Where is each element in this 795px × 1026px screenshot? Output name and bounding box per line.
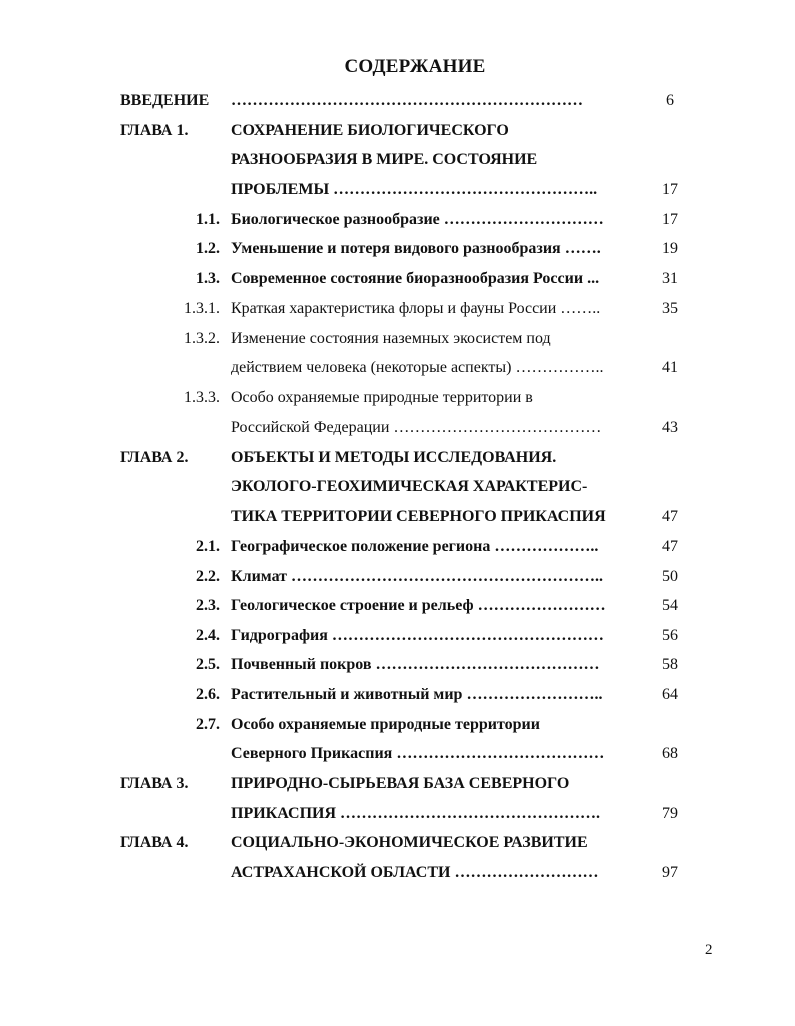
toc-entry-text: Геологическое строение и рельеф ……………………: [231, 597, 606, 614]
toc-entry-chapter-4: [0, 830, 795, 856]
toc-entry-text: ОБЪЕКТЫ И МЕТОДЫ ИССЛЕДОВАНИЯ.: [231, 449, 557, 466]
toc-entry-label: 2.7.: [196, 716, 220, 733]
toc-page-number: 54: [662, 597, 678, 614]
toc-entry-label: ВВЕДЕНИЕ: [120, 92, 210, 109]
toc-entry-text: Изменение состояния наземных экосистем под: [231, 330, 551, 347]
toc-entry-1-3-2: [0, 326, 795, 352]
toc-entry-text: Краткая характеристика флоры и фауны России ……..: [231, 300, 601, 317]
toc-entry-label: ГЛАВА 3.: [120, 775, 189, 792]
toc-entry-chapter-3-cont: [0, 801, 795, 827]
toc-page-number: 17: [662, 181, 678, 198]
toc-entry-1-2: [0, 236, 795, 262]
page-number: 2: [705, 942, 713, 958]
toc-entry-text: Особо охраняемые природные территории в: [231, 389, 533, 406]
toc-entry-label: 1.2.: [196, 240, 220, 257]
toc-page-number: 79: [662, 805, 678, 822]
toc-entry-label: 2.1.: [196, 538, 220, 555]
toc-entry-text: …………………………………………………………: [231, 92, 583, 109]
toc-entry-text: Климат …………………………………………………..: [231, 568, 604, 585]
toc-page-number: 47: [662, 538, 678, 555]
toc-page-number: 35: [662, 300, 678, 317]
toc-entry-text: Современное состояние биоразнообразия России ...: [231, 270, 600, 287]
toc-entry-label: 1.1.: [196, 211, 220, 228]
toc-entry-text: РАЗНООБРАЗИЯ В МИРЕ. СОСТОЯНИЕ: [231, 151, 538, 168]
toc-entry-1-3: [0, 266, 795, 292]
toc-entry-2-7-cont: [0, 741, 795, 767]
toc-entry-2-2: [0, 564, 795, 590]
toc-entry-text: ПРОБЛЕМЫ …………………………………………..: [231, 181, 598, 198]
toc-entry-label: ГЛАВА 4.: [120, 834, 189, 851]
toc-entry-1-1: [0, 207, 795, 233]
toc-entry-chapter-1: [0, 118, 795, 144]
toc-entry-2-4: [0, 623, 795, 649]
toc-entry-text: Растительный и животный мир ……………………..: [231, 686, 603, 703]
page-title: СОДЕРЖАНИЕ: [344, 56, 486, 77]
toc-entry-2-7: [0, 712, 795, 738]
toc-entry-text: СОХРАНЕНИЕ БИОЛОГИЧЕСКОГО: [231, 122, 509, 139]
toc-entry-2-6: [0, 682, 795, 708]
toc-page-number: 17: [662, 211, 678, 228]
toc-entry-label: ГЛАВА 1.: [120, 122, 189, 139]
toc-entry-text: СОЦИАЛЬНО-ЭКОНОМИЧЕСКОЕ РАЗВИТИЕ: [231, 834, 588, 851]
toc-entry-text: Российской Федерации …………………………………: [231, 419, 602, 436]
toc-page-number: 56: [662, 627, 678, 644]
toc-page-number: 58: [662, 656, 678, 673]
toc-entry-label: 2.4.: [196, 627, 220, 644]
toc-entry-text: ТИКА ТЕРРИТОРИИ СЕВЕРНОГО ПРИКАСПИЯ: [231, 508, 606, 525]
toc-entry-text: Географическое положение региона ………………..: [231, 538, 599, 555]
toc-entry-text: ПРИКАСПИЯ ………………………………………….: [231, 805, 601, 822]
toc-entry-2-3: [0, 593, 795, 619]
toc-entry-chapter-4-cont: [0, 860, 795, 886]
toc-page-number: 6: [666, 92, 674, 109]
toc-entry-label: ГЛАВА 2.: [120, 449, 189, 466]
toc-entry-label: 2.5.: [196, 656, 220, 673]
toc-entry-label: 2.3.: [196, 597, 220, 614]
toc-entry-chapter-2-cont: [0, 474, 795, 500]
toc-entry-1-3-3-cont: [0, 415, 795, 441]
toc-entry-1-3-1: [0, 296, 795, 322]
toc-entry-chapter-2: [0, 445, 795, 471]
toc-entry-text: АСТРАХАНСКОЙ ОБЛАСТИ ………………………: [231, 864, 599, 881]
toc-entry-text: Особо охраняемые природные территории: [231, 716, 540, 733]
toc-entry-text: Почвенный покров ……………………………………: [231, 656, 600, 673]
toc-entry-chapter-3: [0, 771, 795, 797]
toc-entry-label: 2.6.: [196, 686, 220, 703]
toc-entry-label: 2.2.: [196, 568, 220, 585]
toc-entry-chapter-1-cont: [0, 147, 795, 173]
toc-page-number: 97: [662, 864, 678, 881]
toc-page-number: 47: [662, 508, 678, 525]
toc-page-number: 68: [662, 745, 678, 762]
toc-entry-chapter-2-cont: [0, 504, 795, 530]
toc-entry-text: ЭКОЛОГО-ГЕОХИМИЧЕСКАЯ ХАРАКТЕРИС-: [231, 478, 588, 495]
toc-page-number: 64: [662, 686, 678, 703]
toc-entry-label: 1.3.3.: [184, 389, 220, 406]
toc-entry-text: Биологическое разнообразие …………………………: [231, 211, 604, 228]
toc-entry-text: ПРИРОДНО-СЫРЬЕВАЯ БАЗА СЕВЕРНОГО: [231, 775, 570, 792]
toc-page-number: 31: [662, 270, 678, 287]
toc-entry-1-3-2-cont: [0, 355, 795, 381]
toc-entry-label: 1.3.1.: [184, 300, 220, 317]
toc-page-number: 19: [662, 240, 678, 257]
toc-entry-2-5: [0, 652, 795, 678]
toc-entry-text: Гидрография ……………………………………………: [231, 627, 604, 644]
toc-entry-label: 1.3.2.: [184, 330, 220, 347]
toc-entry-chapter-1-cont: [0, 177, 795, 203]
toc-page-number: 43: [662, 419, 678, 436]
toc-page-number: 50: [662, 568, 678, 585]
toc-entry-label: 1.3.: [196, 270, 220, 287]
toc-entry-text: действием человека (некоторые аспекты) ……………..: [231, 359, 604, 376]
toc-page-number: 41: [662, 359, 678, 376]
toc-entry-text: Северного Прикаспия …………………………………: [231, 745, 605, 762]
toc-entry-text: Уменьшение и потеря видового разнообразия …….: [231, 240, 601, 257]
toc-entry-1-3-3: [0, 385, 795, 411]
toc-entry-introduction: [0, 88, 795, 114]
toc-entry-2-1: [0, 534, 795, 560]
